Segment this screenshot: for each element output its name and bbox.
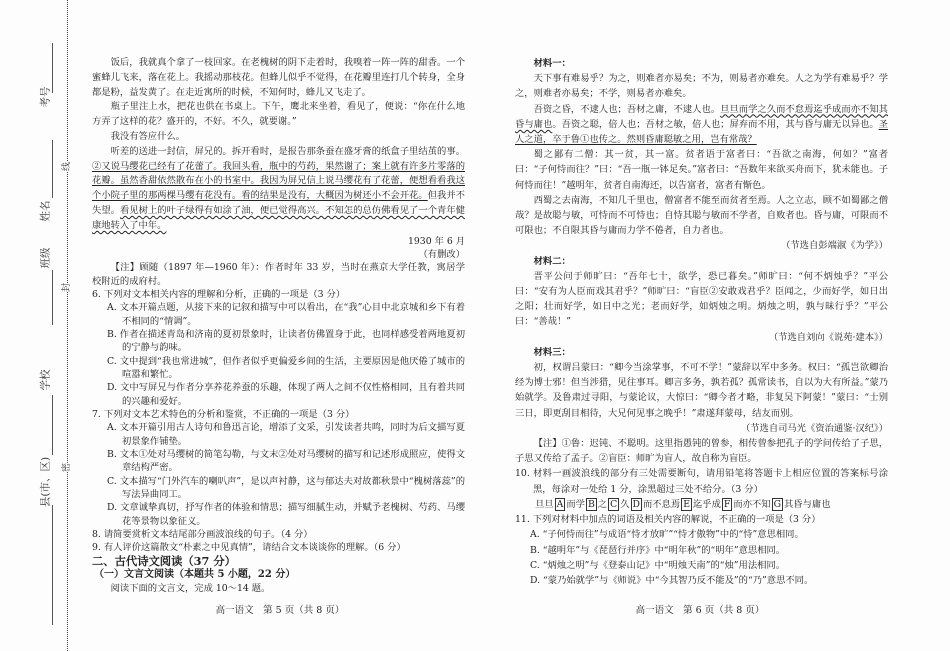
text-segment: 之 bbox=[597, 498, 608, 510]
text-segment: （节选自彭端淑《为学》） bbox=[781, 240, 888, 252]
break-option-box[interactable]: A bbox=[556, 498, 564, 510]
answer-option bbox=[92, 448, 465, 475]
text-segment: C. “炳烛之明”与《登泰山记》中“明烛天南”的“烛”用法相同。 bbox=[530, 559, 786, 571]
answer-option bbox=[515, 573, 888, 588]
answer-option bbox=[515, 543, 888, 558]
name-label: 姓名 bbox=[39, 200, 52, 222]
binding-mark-mi: 密 bbox=[59, 463, 72, 472]
answer-option bbox=[92, 355, 465, 382]
break-option-box[interactable]: G bbox=[773, 498, 781, 510]
question bbox=[515, 466, 888, 496]
source-citation bbox=[92, 235, 465, 248]
paragraph bbox=[92, 100, 465, 130]
right-page-content bbox=[515, 56, 888, 588]
break-option-box[interactable]: E bbox=[683, 498, 690, 510]
text-segment: 蜀之鄙有二僧：其一贫，其一富。贫者语于富者曰：“吾欲之南海，何如？”富者曰：“子何恃而往？”曰：“吾一瓶一钵足矣。”富者曰：“吾数年来欲买舟而下，犹未能也。子何恃而往！”越明年，贫者自南海还，以告富者，富者有惭色。 bbox=[515, 149, 888, 191]
break-option-box[interactable]: C bbox=[610, 498, 618, 510]
text-segment: 10. 材料一画波浪线的部分有三处需要断句，请用铅笔将答题卡上相应位置的答案标号涂黑，每涂对一处给 1 分，涂黑超过三处不给分。（3 分） bbox=[515, 468, 888, 495]
text-segment: 而不息焉 bbox=[643, 498, 681, 510]
answer-option bbox=[92, 501, 465, 528]
annotation-note bbox=[92, 261, 465, 288]
text-segment: D. 文章诚挚真切，抒写作者的体验和情思；描写细腻生动，并赋予老槐树、芍药、马缨花等景物以象征义。 bbox=[107, 502, 465, 527]
paragraph bbox=[515, 102, 888, 148]
text-segment: 【注】顾随（1897 年—1960 年）：作者时年 33 岁，当时在燕京大学任教，寓居学校附近的成府村。 bbox=[92, 262, 465, 287]
answer-option bbox=[515, 527, 888, 542]
text-segment: 瓶子里注上水，把花也供在书桌上。下午，鹰北来坐着，看见了，便说：“你在什么地方弄了这样的花？盛开的，不好。不久，就要谢。” bbox=[92, 101, 465, 128]
text-segment: B. “越明年”与《琵琶行并序》中“明年秋”的“明年”意思相同。 bbox=[530, 544, 786, 556]
text-segment: C. 文中提到“我也常进城”，但作者似乎更偏爱乡间的生活，主要原因是他厌倦了城市的喧嚣和繁忙。 bbox=[107, 355, 465, 380]
binding-mark-feng: 封 bbox=[59, 283, 72, 292]
class-blank[interactable] bbox=[52, 270, 53, 325]
answer-option bbox=[515, 558, 888, 573]
school-label: 学校 bbox=[39, 369, 52, 391]
text-segment: 但我并不失望。 bbox=[92, 190, 465, 216]
break-option-box[interactable]: F bbox=[723, 498, 731, 510]
class-label: 班级 bbox=[39, 247, 52, 269]
text-segment: A. “子何恃而往”与成语“恃才放旷”“恃才傲物”中的“恃”意思相同。 bbox=[530, 529, 804, 541]
annotation-note bbox=[515, 436, 888, 466]
text-segment: A. 文本开篇引用古人诗句和鲁迅言论，增添了文采，引发读者共鸣，同时为后文描写夏初景象作铺垫。 bbox=[107, 422, 465, 447]
question bbox=[92, 288, 465, 301]
answer-option bbox=[92, 381, 465, 408]
text-segment: 晋平公问于师旷曰：“吾年七十，欲学，恐已暮矣。”师旷曰：“何不炳烛乎？”平公曰：“安有为人臣而戏其君乎？”师旷曰：“盲臣②安敢戏君乎？臣闻之，少而好学，如日出之阳；壮而好学，如日中之光；老而好学，如炳烛之明。炳烛之明，孰与昧行乎？”平公曰：“善哉！” bbox=[515, 270, 888, 328]
text-segment: 而学 bbox=[566, 498, 585, 510]
answer-option bbox=[92, 475, 465, 502]
binding-dotted-line bbox=[67, 0, 68, 651]
text-segment: （一）文言文阅读（本题共 5 小题，22 分） bbox=[94, 569, 296, 581]
underlined-sentence: ②又说马缨花已经有了花蕾了。我回头看，瓶中的芍药，果然谢了；案上就有许多片零落的花瓣。虽然香甜依然散布在小的书室中。我因为屏兄信上说马缨花有了花蕾，便想看看我这个小院子里的那两棵马缨有花没有。看的结果是没有，大概因为树还小不会开花。 bbox=[92, 160, 465, 202]
text-segment: （节选自司马光《资治通鉴·汉纪》） bbox=[740, 422, 888, 434]
question bbox=[92, 528, 465, 541]
answer-option bbox=[92, 328, 465, 355]
paragraph bbox=[515, 269, 888, 330]
source-citation bbox=[92, 248, 465, 261]
text-segment: 。吾资之聪，倍人也；吾材之敏，倍人也；屏弃而不用，其与昏与庸无以异也。 bbox=[552, 118, 879, 130]
wavy-underlined-sentence: 旦旦而学之久而不怠焉迄乎成而亦不知其昏与庸也 bbox=[515, 103, 888, 130]
break-option-box[interactable]: D bbox=[632, 498, 640, 510]
paragraph bbox=[515, 193, 888, 239]
county-label: 县(市、区) bbox=[39, 456, 52, 508]
text-segment: 材料三： bbox=[533, 346, 571, 358]
paragraph bbox=[515, 147, 888, 193]
break-option-box[interactable]: B bbox=[587, 498, 595, 510]
paragraph bbox=[92, 145, 465, 234]
text-segment: 6. 下列对文本相关内容的理解和分析，正确的一项是（3 分） bbox=[92, 288, 346, 300]
binding-mark-xian: 线 bbox=[59, 162, 72, 171]
text-segment: 而亦不知 bbox=[733, 498, 771, 510]
source-citation bbox=[515, 330, 888, 345]
text-segment: 7. 下列对文本艺术特色的分析和鉴赏，不正确的一项是（3 分） bbox=[92, 409, 355, 421]
answer-option bbox=[92, 301, 465, 328]
left-page-content bbox=[92, 56, 465, 595]
text-segment: 材料二： bbox=[533, 255, 571, 267]
text-segment: 我没有答应什么。 bbox=[110, 130, 185, 142]
source-citation bbox=[515, 421, 888, 436]
sentence-break-options bbox=[515, 497, 888, 512]
answer-option bbox=[92, 421, 465, 448]
text-segment: 迄乎成 bbox=[693, 498, 721, 510]
paragraph bbox=[92, 130, 465, 145]
exam-number-label: 考号 bbox=[39, 86, 52, 108]
text-segment: （有删改） bbox=[418, 248, 465, 260]
text-segment: 西蜀之去南海，不知几千里也，僧富者不能至而贫者至焉。人之立志，顾不如蜀鄙之僧哉？是故聪与敏，可恃而不可恃也；自恃其聪与敏而不学者，自败者也。昏与庸，可限而不可限也；不自限其昏与庸而力学不倦者，自力者也。 bbox=[515, 194, 888, 237]
paragraph bbox=[515, 71, 888, 101]
text-segment: 【注】①鲁：迟钝、不聪明。这里指愚钝的曾参，相传曾参把孔子的学问传给了子思，子思又传给了孟子。②盲臣：师旷为盲人，故自称为盲臣。 bbox=[515, 438, 888, 465]
section-heading bbox=[92, 555, 465, 568]
text-segment: 9. 有人评价这篇散文“朴素之中见真情”，请结合文本谈谈你的理解。（6 分） bbox=[92, 542, 406, 554]
text-segment: 二、古代诗文阅读（37 分） bbox=[92, 553, 236, 568]
right-page-footer: 高一语文 第 6 页（共 8 页） bbox=[635, 605, 765, 616]
underlined-sentence: 圣人之道，卒于鲁①也传之。然则昏庸聪敏之用，岂有常哉？ bbox=[515, 118, 888, 146]
text-segment: B. 文本①处对马缨树的简笔勾勒，与文末②处对马缨树的描写和记述形成照应，使得文章结构严密。 bbox=[107, 449, 465, 474]
text-segment: 天下事有难易乎？为之，则难者亦易矣；不为，则易者亦难矣。人之为学有难易乎？学之，则难者亦易矣；不学，则易者亦难矣。 bbox=[515, 73, 888, 100]
question bbox=[92, 408, 465, 421]
text-segment: 8. 请简要赏析文本结尾部分画波浪线的句子。（4 分） bbox=[92, 529, 313, 541]
paragraph bbox=[515, 360, 888, 421]
text-segment: 其昏与庸也 bbox=[784, 498, 831, 510]
question bbox=[92, 541, 465, 554]
text-segment: D. “蒙乃始就学”与《师说》中“今其智乃反不能及”的“乃”意思不同。 bbox=[530, 574, 814, 586]
material-label bbox=[515, 56, 888, 71]
paragraph bbox=[92, 582, 465, 595]
text-segment: D. 文中写屏兄与作者分享养花养蚕的乐趣，体现了两人之间不仅性格相同，且有着共同的兴趣和爱好。 bbox=[107, 382, 465, 407]
text-segment: 阅读下面的文言文，完成 10～14 题。 bbox=[110, 582, 271, 594]
text-segment: 吾资之昏，不逮人也；吾材之庸，不逮人也。 bbox=[533, 103, 721, 115]
text-segment: 旦旦 bbox=[535, 498, 554, 510]
school-blank[interactable] bbox=[52, 395, 53, 455]
wavy-underlined-sentence: 看见树上的叶子绿得有如涂了油，便已觉得高兴。不知怎的总仿佛看见了一个青年健康地转入了中年。 bbox=[92, 204, 465, 231]
text-segment: A. 文本开篇点题，从接下来的记叙和描写中可以看出，在“我”心目中北京城和乡下有着不相同的“情调”。 bbox=[107, 302, 465, 327]
question bbox=[515, 512, 888, 527]
subsection-heading bbox=[92, 568, 465, 581]
text-segment: 1930 年 6 月 bbox=[407, 235, 465, 247]
text-segment: 11. 下列对材料中加点的词语及相关内容的解说，不正确的一项是（3 分） bbox=[515, 514, 821, 526]
text-segment: 饭后，我就真个拿了一枝回家。在老槐树的阴下走着时，我嗅着一阵一阵的甜香。一个蜜蜂儿飞来，落在花上。我摇动那枝花。但蜂儿似乎不觉得，在花瓣里连打几个转身，全身都是粉，益发黄了。在走近寓所的时候，不知何时，蜂儿又飞走了。 bbox=[92, 57, 465, 98]
text-segment: 久 bbox=[620, 498, 630, 510]
text-segment: 材料一： bbox=[533, 58, 571, 69]
text-segment: B. 作者在描述青岛和济南的夏初景象时，让读者仿佛置身于此，也同样感受着两地夏初的宁静与韵味。 bbox=[107, 328, 465, 354]
text-segment: （节选自刘向《说苑·建本》） bbox=[768, 331, 888, 343]
text-segment: C. 文本描写“门外汽车的喇叭声”，是以声衬静，这与郁达夫对故都秋景中“槐树落蕊”的写法异曲同工。 bbox=[107, 475, 465, 501]
county-blank[interactable] bbox=[52, 505, 53, 625]
text-segment: 听差的送进一封信，屏兄的。拆开看时，是报告那条蚕在盛牙膏的纸盒子里结茧的事。 bbox=[110, 145, 465, 157]
material-label bbox=[515, 345, 888, 360]
left-page-footer: 高一语文 第 5 页（共 8 页） bbox=[215, 605, 345, 616]
exam-number-blank[interactable] bbox=[52, 43, 53, 93]
paragraph bbox=[92, 56, 465, 100]
text-segment: 初，权谓吕蒙曰：“卿今当涂掌事，不可不学！”蒙辞以军中多务。权曰：“孤岂欲卿治经为博士邪！但当涉猎，见往事耳。卿言多务，孰若孤？孤常读书，自以为大有所益。”蒙乃始就学。及鲁肃过寻阳，与蒙论议，大惊曰：“卿今者才略，非复吴下阿蒙！”蒙曰：“士别三日，即更刮目相待，大兄何见事之晚乎！”肃遂拜蒙母，结友而别。 bbox=[515, 362, 888, 419]
source-citation bbox=[515, 238, 888, 253]
name-blank[interactable] bbox=[52, 140, 53, 198]
material-label bbox=[515, 254, 888, 269]
